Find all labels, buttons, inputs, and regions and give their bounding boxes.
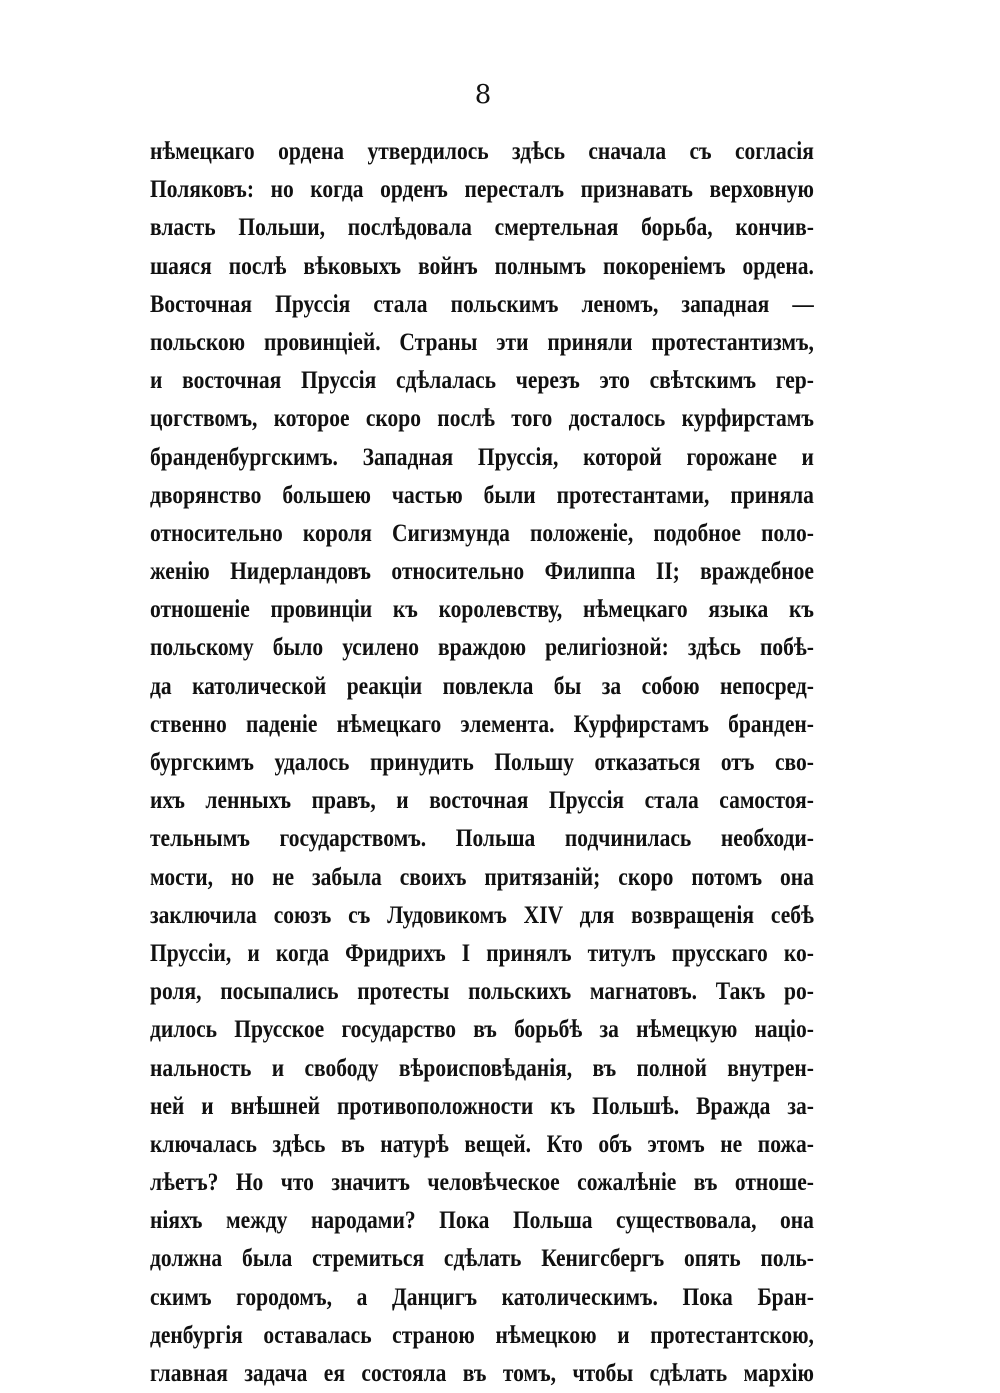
text-line: ключалась здѣсь въ натурѣ вещей. Кто объ этомъ не пожа- xyxy=(150,1130,814,1158)
text-line: ней и внѣшней противоположности къ Польшѣ. Вражда за- xyxy=(150,1092,814,1120)
text-line: нѣмецкаго ордена утвердилось здѣсь сначала съ согласія xyxy=(150,138,814,165)
text-line: заключила союзъ съ Лудовикомъ XIV для возвращенія себѣ xyxy=(150,901,814,929)
text-line: и восточная Пруссія сдѣлалась черезъ это свѣтскимъ гер- xyxy=(150,367,814,395)
text-line: денбургія оставалась страною нѣмецкою и протестантскою, xyxy=(150,1321,814,1349)
text-line: нальность и свободу вѣроисповѣданія, въ полной внутрен- xyxy=(150,1054,814,1082)
text-line: мости, но не забыла своихъ притязаній; скоро потомъ она xyxy=(150,863,814,891)
text-line: польскою провинціей. Страны эти приняли протестантизмъ, xyxy=(150,328,814,356)
body-text xyxy=(150,133,814,1393)
text-line: польскому было усилено враждою религіозной: здѣсь побѣ- xyxy=(150,634,814,662)
page-number: 8 xyxy=(474,80,492,110)
text-line: шаяся послѣ вѣковыхъ войнъ полнымъ покореніемъ ордена. xyxy=(150,252,814,280)
text-line: относительно короля Сигизмунда положеніе, подобное поло- xyxy=(150,519,814,547)
text-line: цогствомъ, которое скоро послѣ того досталось курфирстамъ xyxy=(150,405,814,433)
text-line: должна была стремиться сдѣлать Кенигсбергъ опять поль- xyxy=(150,1245,814,1273)
text-line: Восточная Пруссія стала польскимъ леномъ, западная — xyxy=(150,290,814,318)
text-line: дилось Прусское государство въ борьбѣ за нѣмецкую націо- xyxy=(150,1016,814,1044)
text-line: лѣетъ? Но что значитъ человѣческое сожалѣніе въ отноше- xyxy=(150,1169,814,1197)
text-line: скимъ городомъ, а Данцигъ католическимъ. Пока Бран- xyxy=(150,1283,814,1311)
text-line: ніяхъ между народами? Пока Польша существовала, она xyxy=(150,1207,814,1235)
text-line: главная задача ея состояла въ томъ, чтобы сдѣлать мархію xyxy=(150,1360,814,1387)
text-line: женію Нидерландовъ относительно Филиппа II; враждебное xyxy=(150,558,814,586)
text-line: бранденбургскимъ. Западная Пруссія, которой горожане и xyxy=(150,443,814,471)
text-line: дворянство большею частью были протестантами, приняла xyxy=(150,481,814,509)
text-line: роля, посыпались протесты польскихъ магнатовъ. Такъ ро- xyxy=(150,978,814,1006)
text-line: власть Польши, послѣдовала смертельная борьба, кончив- xyxy=(150,214,814,242)
text-line: ихъ ленныхъ правъ, и восточная Пруссія стала самостоя- xyxy=(150,787,814,815)
text-line: тельнымъ государствомъ. Польша подчинилась необходи- xyxy=(150,825,814,853)
text-line: отношеніе провинціи къ королевству, нѣмецкаго языка къ xyxy=(150,596,814,624)
text-line: Поляковъ: но когда орденъ пересталъ признавать верховную xyxy=(150,176,814,204)
text-line: да католической реакціи повлекла бы за собою непосред- xyxy=(150,672,814,700)
text-line: бургскимъ удалось принудить Польшу отказаться отъ сво- xyxy=(150,749,814,776)
text-line: ственно паденіе нѣмецкаго элемента. Курфирстамъ бранден- xyxy=(150,710,814,738)
text-line: Пруссіи, и когда Фридрихъ I принялъ титулъ прусскаго ко- xyxy=(150,939,814,967)
